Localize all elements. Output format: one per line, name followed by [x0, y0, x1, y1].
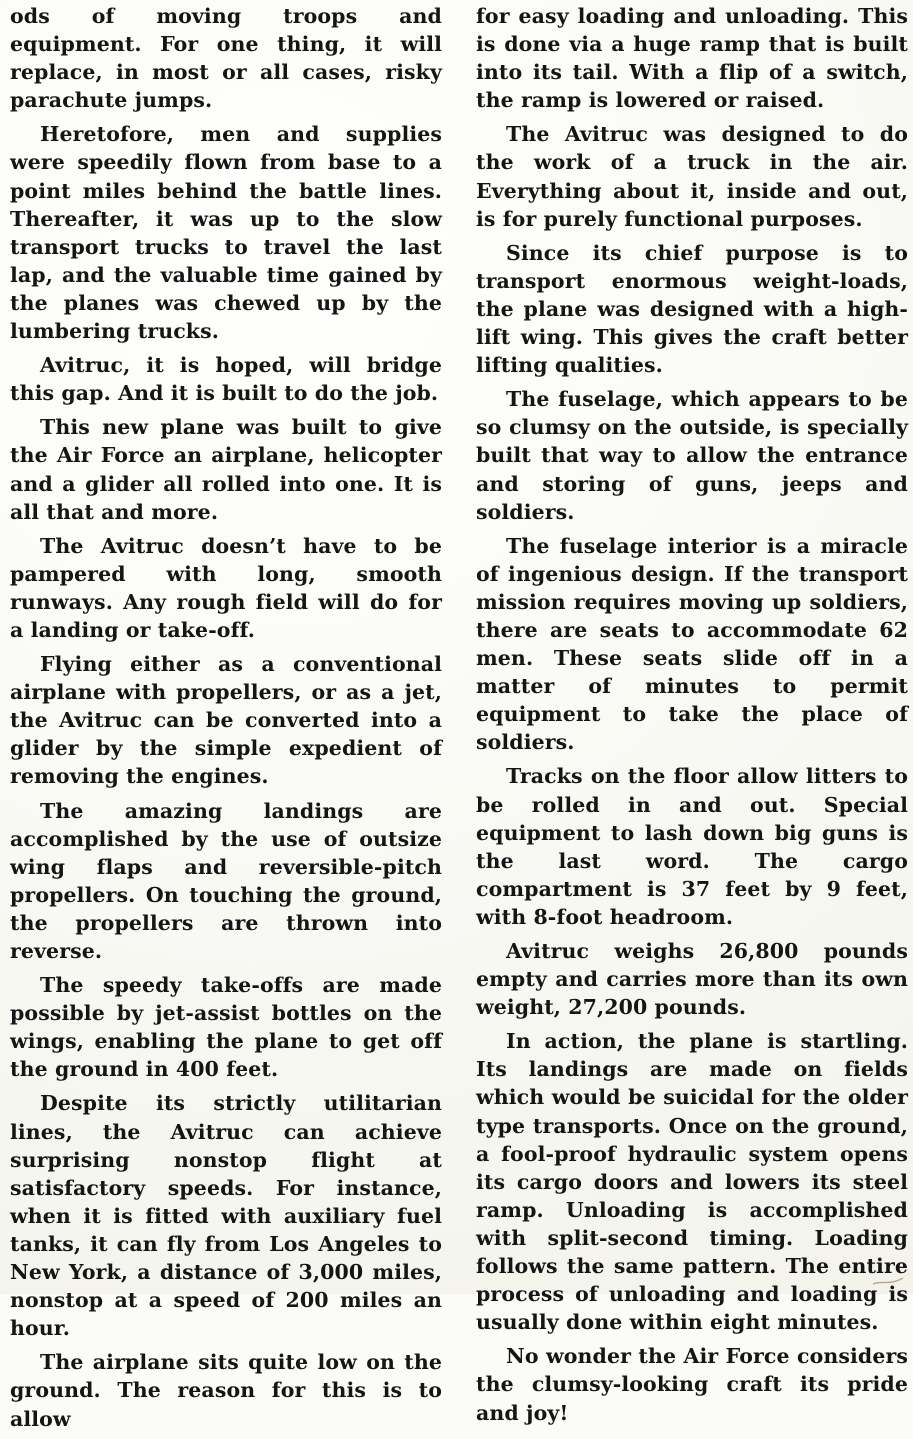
paragraph: This new plane was built to give the Air Force an airplane, helicopter and a glider all rolled into one. It is all that and more. — [10, 415, 442, 524]
paragraph: for easy loading and unloading. This is done via a huge ramp that is built into its tail. With a flip of a switch, the ramp is lowered or raised. — [476, 4, 908, 113]
paragraph: Flying either as a conventional airplane with propellers, or as a jet, the Avitruc can be converted into a glider by the simple expedient of removing the engines. — [10, 652, 442, 789]
paragraph: ods of moving troops and equipment. For one thing, it will replace, in most or all cases, risky parachute jumps. — [10, 4, 442, 113]
paragraph: Avitruc weighs 26,800 pounds empty and carries more than its own weight, 27,200 pounds. — [476, 939, 908, 1020]
page-corner-mark — [871, 1270, 905, 1288]
paragraph: The amazing landings are accomplished by the use of outsize wing flaps and reversible-pitch propellers. On touching the ground, the propellers are thrown into reverse. — [10, 798, 442, 963]
paragraph: Since its chief purpose is to transport enormous weight-loads, the plane was designed with a high-lift wing. This gives the craft better lifting qualities. — [476, 240, 908, 378]
paragraph: The fuselage interior is a miracle of ingenious design. If the transport mission requires moving up soldiers, there are seats to accommodate 62 men. These seats slide off in a matter of minutes to permit equipment to take the place of soldiers. — [476, 533, 908, 755]
paragraph: Heretofore, men and supplies were speedily flown from base to a point miles behind the battle lines. Thereafter, it was up to the slow transport trucks to travel the last lap, and the valuable time gained by the planes was chewed up by the lumbering trucks. — [10, 122, 442, 344]
paragraph: The Avitruc doesn’t have to be pampered with long, smooth runways. Any rough field will do for a landing or take-off. — [10, 533, 442, 642]
paragraph: The speedy take-offs are made possible by jet-assist bottles on the wings, enabling the plane to get off the ground in 400 feet. — [10, 973, 442, 1082]
paragraph: Despite its strictly utilitarian lines, the Avitruc can achieve surprising nonstop flight at satisfactory speeds. For instance, when it is fitted with auxiliary fuel tanks, it can fly from Los Angeles to New York, a distance of 3,000 miles, nonstop at a speed of 200 miles an hour. — [10, 1091, 442, 1341]
paragraph: No wonder the Air Force considers the clumsy-looking craft its pride and joy! — [476, 1344, 908, 1425]
right-column — [476, 0, 908, 1433]
paragraph: In action, the plane is startling. Its landings are made on fields which would be suicidal for the older type transports. Once on the ground, a fool-proof hydraulic system opens its cargo doors and lowers its steel ramp. Unloading is accomplished with split-second timing. Loading follows the same pattern. The entire process of unloading and loading is usually done within eight minutes. — [476, 1029, 908, 1335]
paragraph: The airplane sits quite low on the ground. The reason for this is to allow — [10, 1350, 442, 1431]
paragraph: The fuselage, which appears to be so clumsy on the outside, is specially built that way to allow the entrance and storing of guns, jeeps and soldiers. — [476, 387, 908, 524]
paragraph: Avitruc, it is hoped, will bridge this gap. And it is built to do the job. — [10, 353, 442, 406]
paragraph: The Avitruc was designed to do the work of a truck in the air. Everything about it, inside and out, is for purely functional purposes. — [476, 122, 908, 231]
left-column — [10, 0, 442, 1439]
paragraph: Tracks on the floor allow litters to be rolled in and out. Special equipment to lash down big guns is the last word. The cargo compartment is 37 feet by 9 feet, with 8-foot headroom. — [476, 764, 908, 929]
